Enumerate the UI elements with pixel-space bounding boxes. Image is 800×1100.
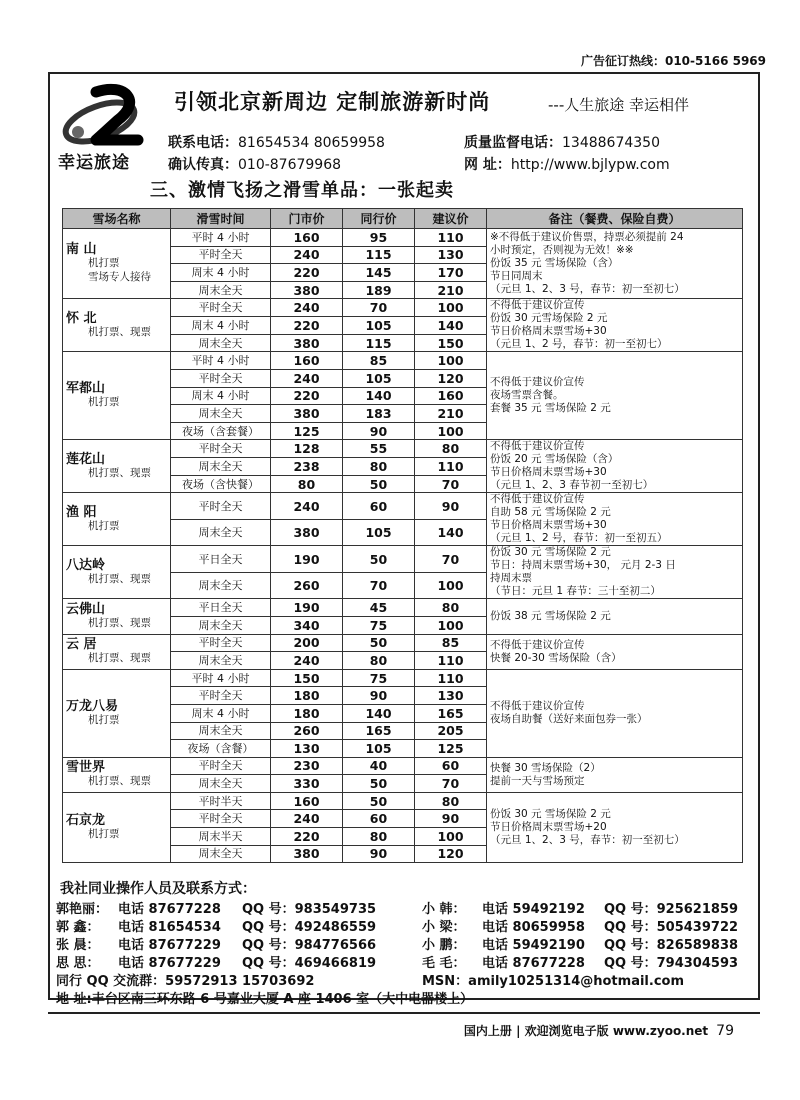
trade-price: 189 <box>343 281 415 299</box>
suggested-price: 70 <box>415 546 487 573</box>
phone-value: 81654534 80659958 <box>238 135 385 151</box>
footer-divider <box>48 1012 760 1014</box>
suggested-price: 110 <box>415 652 487 670</box>
suggested-price: 90 <box>415 810 487 828</box>
contact-quality: 质量监督电话：13488674350 <box>464 135 660 151</box>
ski-time: 平日全天 <box>171 546 271 573</box>
table-row <box>63 792 743 810</box>
logo-text: 幸运旅途 <box>58 153 130 173</box>
table-row <box>63 493 743 520</box>
note-line: 不得低于建议价宣传 <box>490 376 585 389</box>
notes-cell <box>487 440 743 493</box>
resort-name-cell <box>63 493 171 546</box>
trade-price: 105 <box>343 519 415 546</box>
ski-price-table <box>62 208 743 863</box>
ski-time: 平时全天 <box>171 493 271 520</box>
resort-name: 怀 北 <box>66 310 97 326</box>
suggested-price: 160 <box>415 387 487 405</box>
suggested-price: 80 <box>415 792 487 810</box>
staff-row-4 <box>56 952 756 970</box>
retail-price: 380 <box>271 405 343 423</box>
retail-price: 240 <box>271 246 343 264</box>
note-line: 节日同周末 <box>490 270 543 283</box>
note-line: 节日价格周末票雪场+30 <box>490 466 607 479</box>
trade-price: 70 <box>343 299 415 317</box>
trade-price: 140 <box>343 704 415 722</box>
note-line: 不得低于建议价宣传 <box>490 440 585 453</box>
suggested-price: 60 <box>415 757 487 775</box>
note-line: 节日价格周末票雪场+30 <box>490 325 607 338</box>
suggested-price: 120 <box>415 845 487 863</box>
table-row <box>63 757 743 775</box>
note-line: 不得低于建议价宣传 <box>490 700 585 713</box>
suggested-price: 130 <box>415 687 487 705</box>
staff-qq: QQ 号：826589838 <box>604 938 739 953</box>
table-row <box>63 299 743 317</box>
staff-title: 我社同业操作人员及联系方式： <box>60 881 256 897</box>
header-trade: 同行价 <box>343 209 415 229</box>
trade-price: 115 <box>343 246 415 264</box>
retail-price: 180 <box>271 687 343 705</box>
resort-name-cell <box>63 229 171 299</box>
notes-cell <box>487 634 743 669</box>
trade-price: 165 <box>343 722 415 740</box>
ski-time: 周末 4 小时 <box>171 387 271 405</box>
resort-name: 云 居 <box>66 637 97 653</box>
resort-name-cell <box>63 669 171 757</box>
suggested-price: 80 <box>415 440 487 458</box>
note-line: 快餐 20-30 雪场保险（含） <box>490 651 622 664</box>
retail-price: 240 <box>271 299 343 317</box>
retail-price: 260 <box>271 722 343 740</box>
staff-tel: 电话 59492192 <box>482 902 585 917</box>
resort-name: 云佛山 <box>66 601 106 617</box>
note-line: 持周末票 <box>490 572 532 585</box>
table-row <box>63 352 743 370</box>
notes-cell <box>487 299 743 352</box>
trade-price: 75 <box>343 669 415 687</box>
trade-price: 105 <box>343 317 415 335</box>
staff-tel: 电话 87677228 <box>482 956 585 971</box>
ski-time: 周末全天 <box>171 722 271 740</box>
ski-time: 平时全天 <box>171 369 271 387</box>
resort-name-cell <box>63 599 171 634</box>
suggested-price: 125 <box>415 740 487 758</box>
staff-row-3 <box>56 934 756 952</box>
staff-name: 郭艳丽： <box>56 902 109 917</box>
msn-contact[interactable]: MSN：amily10251314@hotmail.com <box>422 974 684 989</box>
trade-price: 80 <box>343 458 415 476</box>
note-line: 自助 58 元 雪场保险 2 元 <box>490 506 611 519</box>
ski-time: 周末 4 小时 <box>171 704 271 722</box>
trade-price: 50 <box>343 634 415 652</box>
staff-name: 小 梁： <box>422 920 466 935</box>
ski-time: 平时 4 小时 <box>171 352 271 370</box>
trade-price: 80 <box>343 652 415 670</box>
suggested-price: 70 <box>415 775 487 793</box>
address: 地 址:丰台区南三环东路 6 号嘉业大厦 A 座 1406 室（大中电器楼上） <box>56 992 474 1007</box>
trade-price: 50 <box>343 546 415 573</box>
resort-name: 莲花山 <box>66 451 106 467</box>
resort-name: 军都山 <box>66 381 106 397</box>
suggested-price: 100 <box>415 616 487 634</box>
notes-cell <box>487 546 743 599</box>
retail-price: 190 <box>271 546 343 573</box>
ski-time: 周末 4 小时 <box>171 317 271 335</box>
notes-cell <box>487 599 743 634</box>
note-line: 小时预定，否则视为无效！※※ <box>490 244 634 257</box>
suggested-price: 85 <box>415 634 487 652</box>
suggested-price: 70 <box>415 475 487 493</box>
staff-qq: QQ 号：469466819 <box>242 956 377 971</box>
suggested-price: 100 <box>415 572 487 599</box>
ski-time: 夜场（含快餐） <box>171 475 271 493</box>
trade-price: 80 <box>343 828 415 846</box>
notes-cell <box>487 669 743 757</box>
retail-price: 200 <box>271 634 343 652</box>
table-row <box>63 669 743 687</box>
page-number: 79 <box>716 1023 734 1039</box>
staff-qq: QQ 号：505439722 <box>604 920 739 935</box>
suggested-price: 100 <box>415 299 487 317</box>
notes-cell <box>487 792 743 862</box>
ticket-type: 机打票、现票 <box>88 572 151 585</box>
ski-time: 周末全天 <box>171 775 271 793</box>
suggested-price: 170 <box>415 264 487 282</box>
staff-tel: 电话 80659958 <box>482 920 585 935</box>
note-line: 不得低于建议价宣传 <box>490 638 585 651</box>
notes-cell <box>487 757 743 792</box>
trade-price: 140 <box>343 387 415 405</box>
ad-hotline: 广告征订热线：010-5166 5969 <box>580 54 766 68</box>
table-row <box>63 634 743 652</box>
staff-row-5 <box>56 970 756 988</box>
ticket-type: 机打票 <box>88 828 120 841</box>
note-line: 套餐 35 元 雪场保险 2 元 <box>490 402 611 415</box>
trade-price: 85 <box>343 352 415 370</box>
ski-time: 平时全天 <box>171 634 271 652</box>
ski-time: 周末全天 <box>171 845 271 863</box>
qq-group: 同行 QQ 交流群：59572913 15703692 <box>56 974 315 989</box>
ski-time: 平时全天 <box>171 246 271 264</box>
staff-qq: QQ 号：984776566 <box>242 938 377 953</box>
retail-price: 160 <box>271 229 343 247</box>
staff-name: 郭 鑫： <box>56 920 100 935</box>
note-line: 快餐 30 雪场保险（2） <box>490 761 601 774</box>
note-line: （元旦 1、2、3 春节初一至初七） <box>490 479 654 492</box>
resort-name-cell <box>63 546 171 599</box>
ski-time: 平时全天 <box>171 687 271 705</box>
trade-price: 50 <box>343 792 415 810</box>
trade-price: 105 <box>343 369 415 387</box>
retail-price: 240 <box>271 493 343 520</box>
ski-time: 平时全天 <box>171 810 271 828</box>
contact-phone: 联系电话：81654534 80659958 <box>168 135 385 151</box>
header-notes: 备注（餐费、保险自费） <box>487 209 743 229</box>
suggested-price: 100 <box>415 828 487 846</box>
resort-name: 雪世界 <box>66 760 106 776</box>
retail-price: 240 <box>271 810 343 828</box>
trade-price: 60 <box>343 493 415 520</box>
section-title: 三、激情飞扬之滑雪单品：一张起卖 <box>150 180 454 201</box>
retail-price: 238 <box>271 458 343 476</box>
suggested-price: 110 <box>415 669 487 687</box>
retail-price: 220 <box>271 828 343 846</box>
ski-time: 平时 4 小时 <box>171 229 271 247</box>
ski-time: 平时半天 <box>171 792 271 810</box>
notes-cell <box>487 352 743 440</box>
trade-price: 50 <box>343 775 415 793</box>
staff-qq: QQ 号：794304593 <box>604 956 739 971</box>
retail-price: 190 <box>271 599 343 617</box>
header-resort: 雪场名称 <box>63 209 171 229</box>
trade-price: 75 <box>343 616 415 634</box>
resort-name-cell <box>63 757 171 792</box>
suggested-price: 80 <box>415 599 487 617</box>
retail-price: 240 <box>271 652 343 670</box>
resort-name: 万龙八易 <box>66 698 119 714</box>
note-line: 份饭 38 元 雪场保险 2 元 <box>490 609 611 622</box>
suggested-price: 100 <box>415 422 487 440</box>
staff-row-1 <box>56 898 756 916</box>
retail-price: 128 <box>271 440 343 458</box>
note-line: （元旦 1、2、3 号，春节：初一至初七） <box>490 283 685 296</box>
table-row <box>63 546 743 573</box>
footer-text[interactable]: 国内上册 | 欢迎浏览电子版 www.zyoo.net <box>463 1024 709 1038</box>
ski-time: 周末全天 <box>171 334 271 352</box>
suggested-price: 150 <box>415 334 487 352</box>
ticket-type: 机打票、现票 <box>88 652 151 665</box>
resort-name: 八达岭 <box>66 557 106 573</box>
staff-name: 小 鹏： <box>422 938 466 953</box>
suggested-price: 205 <box>415 722 487 740</box>
retail-price: 340 <box>271 616 343 634</box>
web-link[interactable]: http://www.bjlypw.com <box>510 157 670 173</box>
retail-price: 220 <box>271 387 343 405</box>
note-line: 份饭 30 元雪场保险 2 元 <box>490 312 608 325</box>
ski-time: 周末全天 <box>171 281 271 299</box>
staff-name: 思 思： <box>56 956 100 971</box>
ticket-type: 机打票 <box>88 396 120 409</box>
ski-time: 周末全天 <box>171 572 271 599</box>
header-retail: 门市价 <box>271 209 343 229</box>
ticket-type: 机打票 <box>88 257 120 270</box>
staff-tel: 电话 59492190 <box>482 938 585 953</box>
retail-price: 380 <box>271 845 343 863</box>
staff-qq: QQ 号：925621859 <box>604 902 739 917</box>
note-line: 不得低于建议价宣传 <box>490 493 585 506</box>
note-line: （元旦 1、2 号，春节：初一至初七） <box>490 338 668 351</box>
ticket-type: 机打票 <box>88 713 120 726</box>
trade-price: 145 <box>343 264 415 282</box>
staff-tel: 电话 87677229 <box>118 956 221 971</box>
table-body <box>63 229 743 863</box>
note-line: （节日：元旦 1 春节：三十至初二） <box>490 585 661 598</box>
ski-time: 周末全天 <box>171 652 271 670</box>
trade-price: 90 <box>343 687 415 705</box>
resort-name-cell <box>63 299 171 352</box>
trade-price: 90 <box>343 422 415 440</box>
trade-price: 105 <box>343 740 415 758</box>
staff-tel: 电话 87677229 <box>118 938 221 953</box>
ski-time: 夜场（含套餐） <box>171 422 271 440</box>
ski-time: 夜场（含餐） <box>171 740 271 758</box>
suggested-price: 140 <box>415 317 487 335</box>
note-line: 份饭 30 元 雪场保险 2 元 <box>490 808 611 821</box>
header-time: 滑雪时间 <box>171 209 271 229</box>
ski-time: 周末半天 <box>171 828 271 846</box>
ticket-type: 机打票、现票 <box>88 616 151 629</box>
suggested-price: 110 <box>415 458 487 476</box>
suggested-price: 210 <box>415 281 487 299</box>
suggested-price: 165 <box>415 704 487 722</box>
staff-tel: 电话 87677228 <box>118 902 221 917</box>
note-line: 节日：持周末票雪场+30， 元月 2-3 日 <box>490 559 676 572</box>
notes-cell <box>487 493 743 546</box>
contact-fax: 确认传真：010-87679968 <box>168 157 342 173</box>
trade-price: 60 <box>343 810 415 828</box>
note-line: 份饭 30 元 雪场保险 2 元 <box>490 546 611 559</box>
address-row <box>56 988 756 1006</box>
retail-price: 150 <box>271 669 343 687</box>
retail-price: 80 <box>271 475 343 493</box>
ski-time: 周末全天 <box>171 458 271 476</box>
staff-name: 张 晨： <box>56 938 100 953</box>
resort-name-cell <box>63 792 171 862</box>
resort-name: 渔 阳 <box>66 504 97 520</box>
ski-time: 周末全天 <box>171 519 271 546</box>
trade-price: 95 <box>343 229 415 247</box>
staff-row-2 <box>56 916 756 934</box>
retail-price: 220 <box>271 264 343 282</box>
retail-price: 260 <box>271 572 343 599</box>
note-line: 夜场自助餐（送好来面包券一张） <box>490 713 648 726</box>
ski-time: 平时全天 <box>171 299 271 317</box>
retail-price: 380 <box>271 519 343 546</box>
trade-price: 55 <box>343 440 415 458</box>
resort-name-cell <box>63 440 171 493</box>
trade-price: 183 <box>343 405 415 423</box>
note-line: （元旦 1、2、3 号，春节：初一至初七） <box>490 834 685 847</box>
retail-price: 230 <box>271 757 343 775</box>
note-line: ※不得低于建议价售票，持票必须提前 24 <box>490 231 684 244</box>
staff-name: 小 韩： <box>422 902 466 917</box>
staff-qq: QQ 号：983549735 <box>242 902 377 917</box>
suggested-price: 100 <box>415 352 487 370</box>
retail-price: 220 <box>271 317 343 335</box>
note-line: （元旦 1、2 号，春节：初一至初五） <box>490 532 668 545</box>
ticket-type: 机打票、现票 <box>88 325 151 338</box>
staff-name: 毛 毛： <box>422 956 466 971</box>
retail-price: 380 <box>271 334 343 352</box>
retail-price: 380 <box>271 281 343 299</box>
suggested-price: 110 <box>415 229 487 247</box>
note-line: 提前一天与雪场预定 <box>490 774 585 787</box>
suggested-price: 130 <box>415 246 487 264</box>
table-row <box>63 440 743 458</box>
resort-name: 石京龙 <box>66 813 106 829</box>
retail-price: 240 <box>271 369 343 387</box>
page-footer <box>464 1022 734 1039</box>
notes-cell <box>487 229 743 299</box>
trade-price: 50 <box>343 475 415 493</box>
ticket-type: 机打票、现票 <box>88 466 151 479</box>
retail-price: 180 <box>271 704 343 722</box>
resort-name: 南 山 <box>66 242 97 258</box>
fax-value: 010-87679968 <box>238 157 342 173</box>
note-line: 份饭 20 元 雪场保险（含） <box>490 453 619 466</box>
staff-qq: QQ 号：492486559 <box>242 920 377 935</box>
resort-name-cell <box>63 634 171 669</box>
trade-price: 45 <box>343 599 415 617</box>
suggested-price: 120 <box>415 369 487 387</box>
suggested-price: 210 <box>415 405 487 423</box>
slogan-sub: ---人生旅途 幸运相伴 <box>548 96 690 114</box>
header-suggested: 建议价 <box>415 209 487 229</box>
suggested-price: 140 <box>415 519 487 546</box>
retail-price: 125 <box>271 422 343 440</box>
table-row <box>63 599 743 617</box>
resort-name-cell <box>63 352 171 440</box>
table-header-row <box>63 209 743 229</box>
note-line: 夜场雪票含餐。 <box>490 389 564 402</box>
ski-time: 平时全天 <box>171 757 271 775</box>
note-line: 份饭 35 元 雪场保险（含） <box>490 257 619 270</box>
contact-web: 网 址：http://www.bjlypw.com <box>464 157 670 173</box>
ski-time: 平时 4 小时 <box>171 669 271 687</box>
trade-price: 90 <box>343 845 415 863</box>
ski-time: 平日全天 <box>171 599 271 617</box>
slogan: 引领北京新周边 定制旅游新时尚 <box>174 90 491 114</box>
quality-value: 13488674350 <box>562 135 660 151</box>
ski-time: 周末全天 <box>171 405 271 423</box>
note-line: 节日价格周末票雪场+30 <box>490 519 607 532</box>
table-row <box>63 229 743 247</box>
trade-price: 115 <box>343 334 415 352</box>
ski-time: 周末全天 <box>171 616 271 634</box>
retail-price: 160 <box>271 792 343 810</box>
ski-time: 周末 4 小时 <box>171 264 271 282</box>
ticket-type: 机打票 <box>88 519 120 532</box>
retail-price: 130 <box>271 740 343 758</box>
note-line: 节日价格周末票雪场+20 <box>490 821 607 834</box>
suggested-price: 90 <box>415 493 487 520</box>
retail-price: 330 <box>271 775 343 793</box>
ticket-type: 雪场专人接待 <box>88 271 151 284</box>
staff-tel: 电话 81654534 <box>118 920 221 935</box>
ski-time: 平时全天 <box>171 440 271 458</box>
retail-price: 160 <box>271 352 343 370</box>
trade-price: 40 <box>343 757 415 775</box>
trade-price: 70 <box>343 572 415 599</box>
ticket-type: 机打票、现票 <box>88 775 151 788</box>
note-line: 不得低于建议价宣传 <box>490 299 585 312</box>
